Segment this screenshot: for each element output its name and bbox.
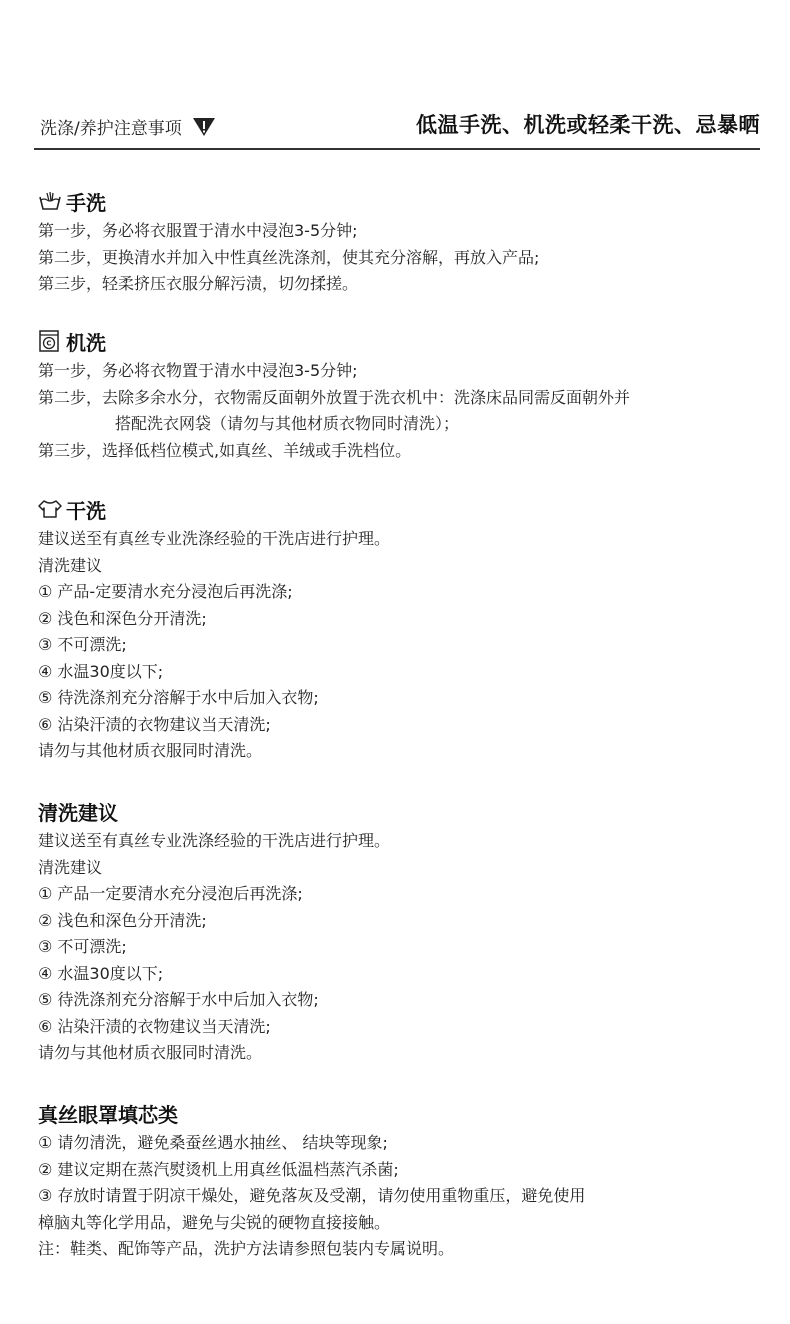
hand-wash-section [38,186,758,298]
dry-clean-line: ⑤ 待洗涤剂充分溶解于水中后加入衣物; [38,688,319,707]
dry-clean-line: ③ 不可漂洗; [38,635,127,654]
cleaning-advice-line: ① 产品一定要清水充分浸泡后再洗涤; [38,884,303,903]
dry-clean-line: ⑥ 沾染汗渍的衣物建议当天清洗; [38,714,271,734]
eye-mask-line: ③ 存放时请置于阴凉干燥处，避免落灰及受潮，请勿使用重物重压，避免使用 [38,1186,586,1205]
machine-wash-heading [38,326,758,356]
hand-wash-step: 第三步，轻柔挤压衣服分解污渍，切勿揉搓。 [38,274,359,293]
dry-clean-line: ② 浅色和深色分开清洗; [38,608,207,628]
eye-mask-line: ② 建议定期在蒸汽熨烫机上用真丝低温档蒸汽杀菌; [38,1159,399,1179]
cleaning-advice-line: ⑤ 待洗涤剂充分溶解于水中后加入衣物; [38,990,319,1009]
svg-text:C: C [46,339,52,348]
hand-wash-step: 第一步，务必将衣服置于清水中浸泡3-5分钟; [38,221,358,240]
care-header [34,108,760,150]
machine-wash-step: 第三步，选择低档位模式,如真丝、羊绒或手洗档位。 [38,440,412,460]
warning-triangle-icon [192,117,216,137]
cleaning-advice-line: ③ 不可漂洗; [38,937,127,956]
machine-wash-step: 第一步，务必将衣物置于清水中浸泡3-5分钟; [38,361,358,380]
washing-machine-icon [38,330,62,352]
dry-clean-line: 建议送至有真丝专业洗涤经验的干洗店进行护理。 [38,529,391,548]
cleaning-advice-line: 建议送至有真丝专业洗涤经验的干洗店进行护理。 [38,831,391,850]
cleaning-advice-section [38,796,758,1067]
hand-wash-basin-icon [38,190,62,212]
cleaning-advice-heading [38,796,758,826]
eye-mask-title: 真丝眼罩填芯类 [38,1102,178,1127]
eye-mask-heading [38,1098,758,1128]
eye-mask-section [38,1098,758,1263]
eye-mask-note: 注：鞋类、配饰等产品，洗护方法请参照包装内专属说明。 [38,1239,455,1258]
cleaning-advice-title: 清洗建议 [38,800,118,825]
cleaning-advice-line: 清洗建议 [38,857,103,877]
eye-mask-line: 樟脑丸等化学用品，避免与尖锐的硬物直接接触。 [38,1212,391,1232]
care-header-left [40,114,216,139]
cleaning-advice-line: ② 浅色和深色分开清洗; [38,910,207,930]
machine-wash-section [38,326,758,464]
dry-clean-line: ① 产品-定要清水充分浸泡后再洗涤; [38,582,293,601]
machine-wash-title: 机洗 [66,330,106,355]
dry-clean-line: ④ 水温30度以下; [38,661,164,681]
hand-wash-heading [38,186,758,216]
machine-wash-step: 第二步，去除多余水分，衣物需反面朝外放置于洗衣机中：洗涤床品同需反面朝外并 [38,387,631,407]
dry-clean-shirt-icon [38,498,62,520]
cleaning-advice-line: 请勿与其他材质衣服同时清洗。 [38,1043,263,1062]
care-notice-label: 洗涤/养护注意事项 [40,119,182,139]
dry-clean-line: 请勿与其他材质衣服同时清洗。 [38,741,263,760]
hand-wash-step: 第二步，更换清水并加入中性真丝洗涤剂，使其充分溶解，再放入产品; [38,247,540,267]
dry-clean-line: 清洗建议 [38,555,103,575]
machine-wash-step: 搭配洗衣网袋（请勿与其他材质衣物同时清洗）； [115,414,460,433]
cleaning-advice-line: ⑥ 沾染汗渍的衣物建议当天清洗; [38,1016,271,1036]
dry-clean-section [38,494,758,765]
care-summary-title: 低温手洗、机洗或轻柔干洗、忌暴晒 [416,113,760,137]
eye-mask-line: ① 请勿清洗，避免桑蚕丝遇水抽丝、 结块等现象; [38,1133,388,1152]
hand-wash-title: 手洗 [66,190,106,215]
cleaning-advice-line: ④ 水温30度以下; [38,963,164,983]
dry-clean-title: 干洗 [66,498,106,523]
dry-clean-heading [38,494,758,524]
